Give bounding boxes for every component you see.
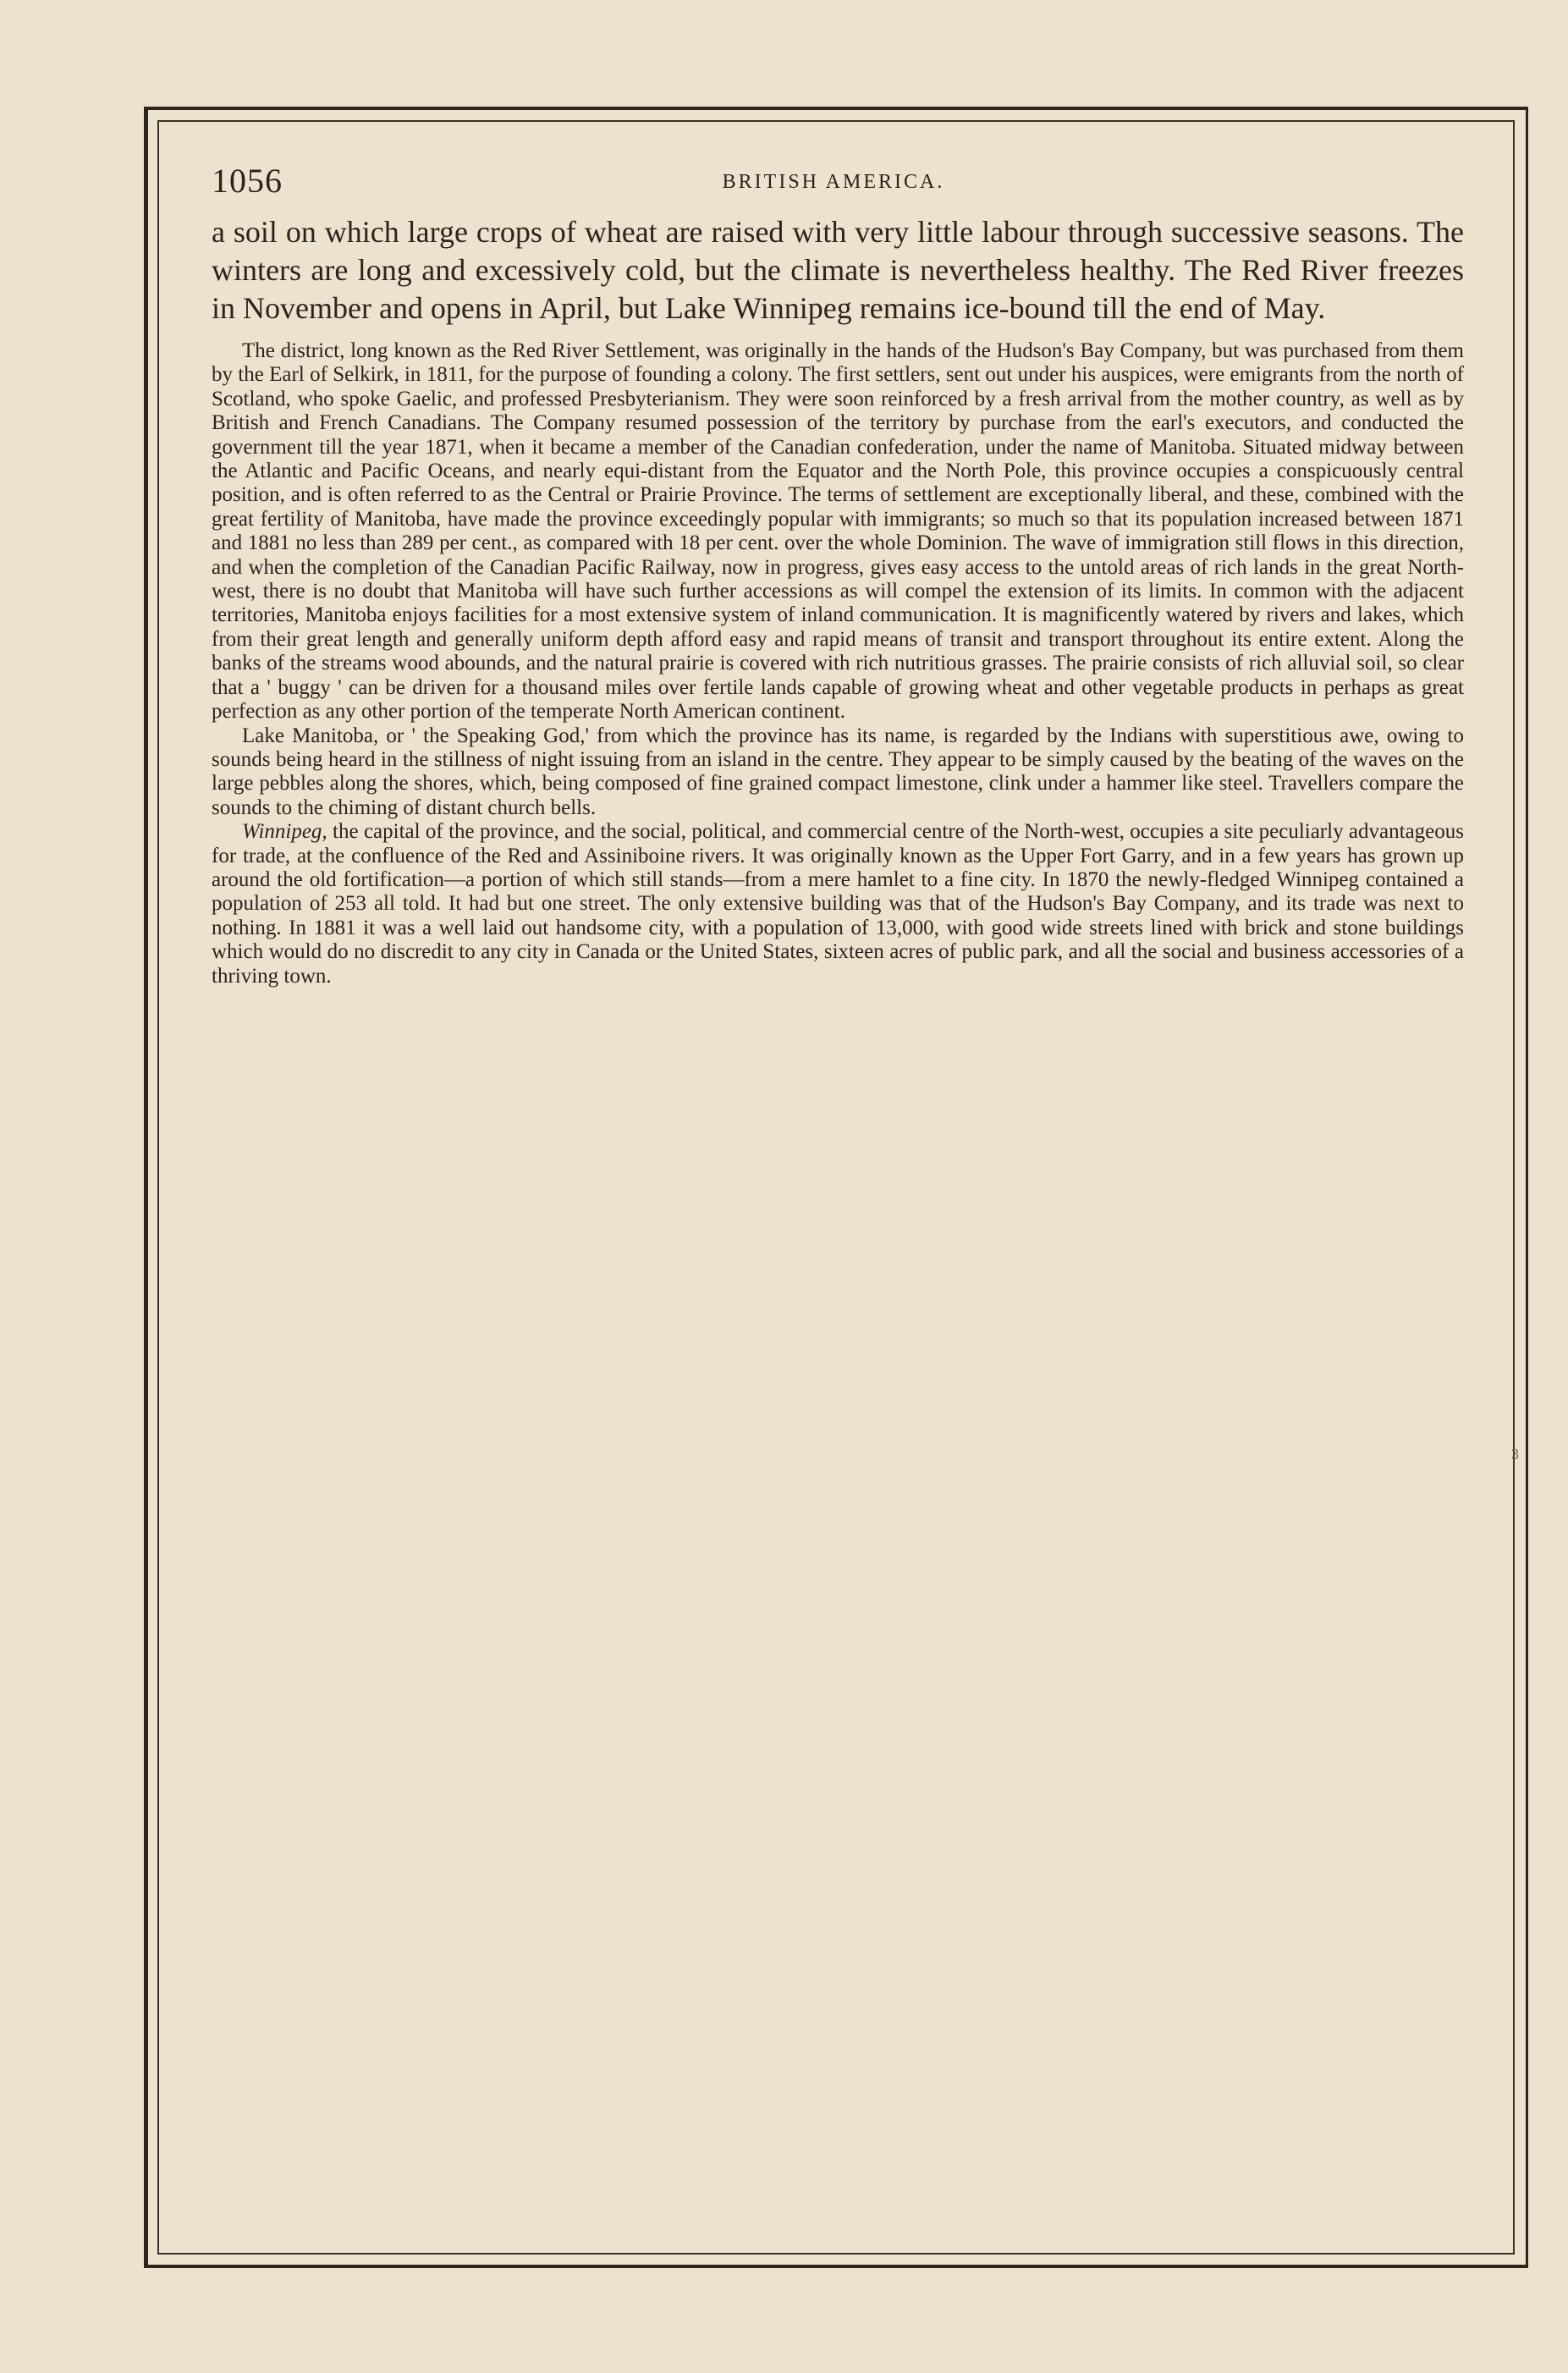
margin-mark: 3	[1511, 1445, 1519, 1462]
paragraph-lake-manitoba: Lake Manitoba, or ' the Speaking God,' from which the province has its name, is regarded by the Indians with superstitious awe, owing to sounds being heard in the stillness of night issuing from an island in the centre. They appear to be simply caused by the beating of the waves on the large pebbles along the shores, which, being composed of fine grained compact limestone, clink under a hammer like steel. Travellers compare the sounds to the chiming of distant church bells.	[212, 724, 1464, 819]
winnipeg-paragraph-text: the capital of the province, and the social, political, and commercial centre of the North-west, occupies a site peculiarly advantageous for trade, at the confluence of the Red and Assiniboine rivers. It was originally known as the Upper Fort Garry, and in a few years has grown up around the old fortification—a portion of which still stands—from a mere hamlet to a fine city. In 1870 the newly-fledged Winnipeg contained a population of 253 all told. It had but one street. The only extensive building was that of the Hudson's Bay Company, and its trade was next to nothing. In 1881 it was a well laid out handsome city, with a population of 13,000, with good wide streets lined with brick and stone buildings which would do no discredit to any city in Canada or the United States, sixteen acres of public park, and all the social and business accessories of a thriving town.	[212, 820, 1464, 988]
paragraph-winnipeg	[212, 820, 1464, 988]
page-number: 1056	[212, 162, 283, 200]
winnipeg-italic-lead: Winnipeg,	[242, 820, 327, 844]
running-head	[212, 161, 1455, 203]
lead-paragraph: a soil on which large crops of wheat are raised with very little labour through successive seasons. The winters are long and excessively cold, but the climate is nevertheless healthy. The Red River freezes in November and opens in April, but Lake Winnipeg remains ice-bound till the end of May.	[212, 215, 1464, 325]
page-body	[212, 213, 1464, 988]
running-title: BRITISH AMERICA.	[722, 171, 945, 193]
paragraph-red-river-settlement: The district, long known as the Red River Settlement, was originally in the hands of the Hudson's Bay Company, but was purchased from them by the Earl of Selkirk, in 1811, for the purpose of founding a colony. The first settlers, sent out under his auspices, were emigrants from the north of Scotland, who spoke Gaelic, and professed Presbyterianism. They were soon reinforced by a fresh arrival from the mother country, as well as by British and French Canadians. The Company resumed possession of the territory by purchase from the earl's executors, and conducted the government till the year 1871, when it became a member of the Canadian confederation, under the name of Manitoba. Situated midway between the Atlantic and Pacific Oceans, and nearly equi-distant from the Equator and the North Pole, this province occupies a conspicuously central position, and is often referred to as the Central or Prairie Province. The terms of settlement are exceptionally liberal, and these, combined with the great fertility of Manitoba, have made the province exceedingly popular with immigrants; so much so that its population increased between 1871 and 1881 no less than 289 per cent., as compared with 18 per cent. over the whole Dominion. The wave of immigration still flows in this direction, and when the completion of the Canadian Pacific Railway, now in progress, gives easy access to the untold areas of rich lands in the great North-west, there is no doubt that Manitoba will have such further accessions as will compel the extension of its limits. In common with the adjacent territories, Manitoba enjoys facilities for a most extensive system of inland communication. It is magnificently watered by rivers and lakes, which from their great length and generally uniform depth afford easy and rapid means of transit and transport throughout its entire extent. Along the banks of the streams wood abounds, and the natural prairie is covered with rich nutritious grasses. The prairie consists of rich alluvial soil, so clear that a ' buggy ' can be driven for a thousand miles over fertile lands capable of growing wheat and other vegetable products in perhaps as great perfection as any other portion of the temperate North American continent.	[212, 339, 1464, 724]
